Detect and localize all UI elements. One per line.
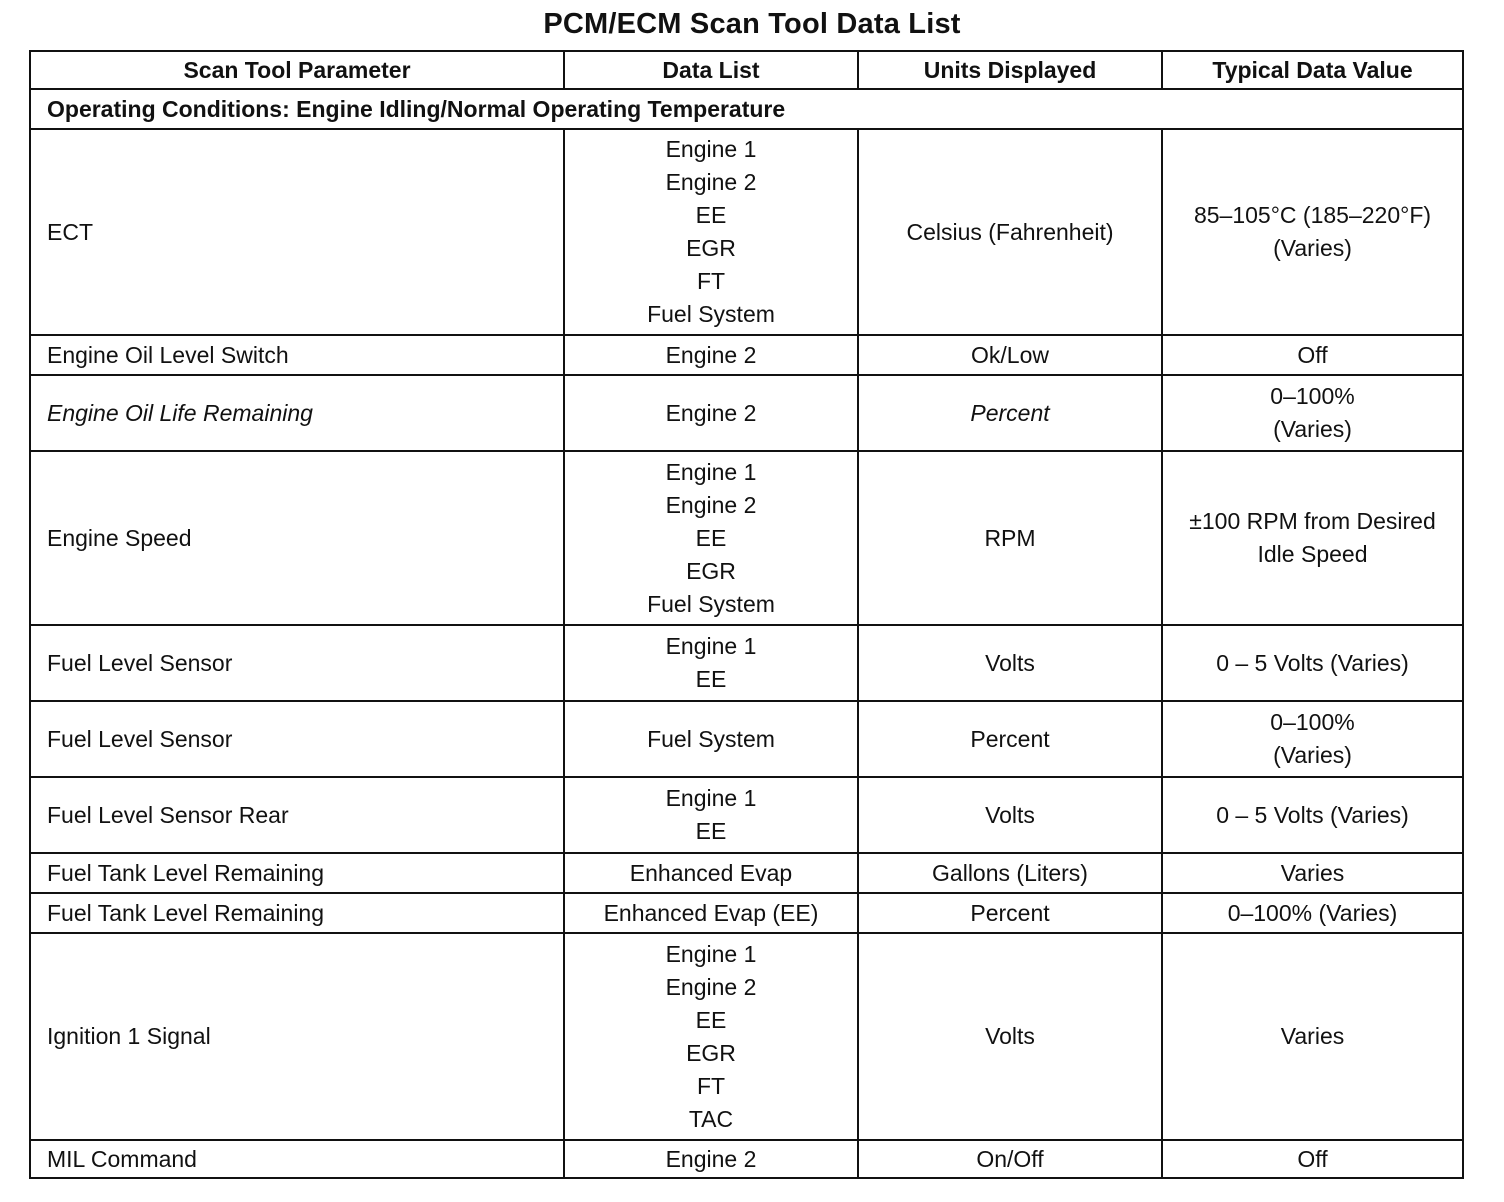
parameter-cell: Ignition 1 Signal bbox=[30, 933, 564, 1140]
typical-value-line: (Varies) bbox=[1273, 742, 1352, 768]
typical-value-line: 0–100% (Varies) bbox=[1227, 899, 1398, 926]
typical-value-line: ±100 RPM from Desired bbox=[1189, 508, 1436, 534]
units-cell: Percent bbox=[858, 893, 1162, 933]
units-cell: Percent bbox=[858, 701, 1162, 777]
header-row bbox=[30, 51, 1463, 89]
operating-conditions: Operating Conditions: Engine Idling/Normal Operating Temperature bbox=[30, 89, 1463, 129]
parameter-cell: Fuel Tank Level Remaining bbox=[30, 893, 564, 933]
typical-value-line: (Varies) bbox=[1273, 416, 1352, 442]
typical-value-cell bbox=[1162, 375, 1463, 451]
typical-value-cell bbox=[1162, 129, 1463, 335]
data-list-cell bbox=[564, 1140, 858, 1178]
data-list-item: EE bbox=[695, 818, 727, 844]
parameter-cell: Fuel Level Sensor Rear bbox=[30, 777, 564, 853]
units-cell: Percent bbox=[858, 375, 1162, 451]
typical-value-cell bbox=[1162, 853, 1463, 893]
data-list-item: Engine 2 bbox=[665, 1145, 757, 1172]
typical-value-line: Off bbox=[1297, 1145, 1328, 1172]
data-list-cell bbox=[564, 451, 858, 625]
data-list-cell bbox=[564, 701, 858, 777]
data-list-item: Engine 1 bbox=[665, 785, 757, 811]
parameter-cell: MIL Command bbox=[30, 1140, 564, 1178]
data-list-item: EE bbox=[695, 666, 727, 692]
typical-value-line: Idle Speed bbox=[1257, 541, 1368, 567]
typical-value-cell bbox=[1162, 335, 1463, 375]
data-list-cell bbox=[564, 335, 858, 375]
data-list-item: EE bbox=[695, 1006, 727, 1033]
parameter-cell: Engine Oil Life Remaining bbox=[30, 375, 564, 451]
data-list-item: Fuel System bbox=[647, 301, 775, 327]
typical-value-cell bbox=[1162, 451, 1463, 625]
table-row bbox=[30, 933, 1463, 1140]
table-row bbox=[30, 129, 1463, 335]
data-list-cell bbox=[564, 853, 858, 893]
data-list-item: Enhanced Evap (EE) bbox=[603, 899, 819, 926]
table-row bbox=[30, 893, 1463, 933]
units-cell: Celsius (Fahrenheit) bbox=[858, 129, 1162, 335]
data-list-cell bbox=[564, 933, 858, 1140]
table-row bbox=[30, 625, 1463, 701]
parameter-cell: Engine Speed bbox=[30, 451, 564, 625]
data-list-item: Fuel System bbox=[647, 590, 775, 617]
table-row bbox=[30, 853, 1463, 893]
units-cell: Volts bbox=[858, 933, 1162, 1140]
parameter-cell: Engine Oil Level Switch bbox=[30, 335, 564, 375]
typical-value-cell bbox=[1162, 701, 1463, 777]
typical-value-line: Off bbox=[1297, 341, 1328, 368]
data-list-item: Engine 2 bbox=[665, 491, 757, 518]
typical-value-line: 85–105°C (185–220°F) bbox=[1193, 202, 1432, 228]
data-list-item: Fuel System bbox=[647, 725, 775, 752]
typical-value-cell bbox=[1162, 893, 1463, 933]
data-list-item: Engine 2 bbox=[665, 973, 757, 1000]
data-list-item: FT bbox=[696, 268, 726, 294]
header-units: Units Displayed bbox=[858, 51, 1162, 89]
data-list-item: Engine 1 bbox=[665, 136, 757, 162]
table-row bbox=[30, 777, 1463, 853]
data-list-item: Enhanced Evap bbox=[629, 859, 793, 886]
data-list-item: Engine 2 bbox=[665, 169, 757, 195]
data-list-item: Engine 1 bbox=[665, 940, 757, 967]
data-list-cell bbox=[564, 129, 858, 335]
typical-value-line: Varies bbox=[1280, 1023, 1345, 1049]
parameter-cell: ECT bbox=[30, 129, 564, 335]
table-row bbox=[30, 701, 1463, 777]
typical-value-line: 0–100% bbox=[1270, 383, 1355, 409]
units-cell: Volts bbox=[858, 777, 1162, 853]
table-row bbox=[30, 451, 1463, 625]
units-cell: On/Off bbox=[858, 1140, 1162, 1178]
data-list-item: EGR bbox=[686, 557, 736, 584]
data-list-cell bbox=[564, 893, 858, 933]
scan-tool-data-table bbox=[29, 50, 1464, 1179]
units-cell: RPM bbox=[858, 451, 1162, 625]
typical-value-cell bbox=[1162, 777, 1463, 853]
data-list-cell bbox=[564, 375, 858, 451]
typical-value-line: (Varies) bbox=[1273, 235, 1352, 261]
table-row bbox=[30, 335, 1463, 375]
typical-value-cell bbox=[1162, 933, 1463, 1140]
parameter-cell: Fuel Level Sensor bbox=[30, 625, 564, 701]
header-data-list: Data List bbox=[564, 51, 858, 89]
parameter-cell: Fuel Tank Level Remaining bbox=[30, 853, 564, 893]
page-title: PCM/ECM Scan Tool Data List bbox=[543, 8, 961, 40]
data-list-item: EGR bbox=[686, 1039, 736, 1066]
data-list-item: TAC bbox=[688, 1105, 734, 1132]
table-row bbox=[30, 1140, 1463, 1178]
units-cell: Ok/Low bbox=[858, 335, 1162, 375]
typical-value-cell bbox=[1162, 625, 1463, 701]
data-list-item: EGR bbox=[686, 235, 736, 261]
table-row bbox=[30, 375, 1463, 451]
parameter-cell: Fuel Level Sensor bbox=[30, 701, 564, 777]
header-typical-value: Typical Data Value bbox=[1162, 51, 1463, 89]
units-cell: Volts bbox=[858, 625, 1162, 701]
data-list-item: EE bbox=[695, 202, 727, 228]
typical-value-line: 0 – 5 Volts (Varies) bbox=[1216, 801, 1409, 828]
typical-value-cell bbox=[1162, 1140, 1463, 1178]
operating-conditions-row bbox=[30, 89, 1463, 129]
data-list-item: EE bbox=[695, 524, 727, 551]
units-cell: Gallons (Liters) bbox=[858, 853, 1162, 893]
data-list-item: Engine 2 bbox=[665, 341, 757, 368]
typical-value-line: 0 – 5 Volts (Varies) bbox=[1216, 649, 1409, 676]
typical-value-line: Varies bbox=[1280, 859, 1345, 886]
data-list-item: FT bbox=[696, 1072, 726, 1099]
header-parameter: Scan Tool Parameter bbox=[30, 51, 564, 89]
data-list-cell bbox=[564, 625, 858, 701]
data-list-item: Engine 1 bbox=[665, 633, 757, 659]
data-list-item: Engine 2 bbox=[665, 399, 757, 426]
data-list-item: Engine 1 bbox=[665, 458, 757, 485]
data-list-cell bbox=[564, 777, 858, 853]
typical-value-line: 0–100% bbox=[1270, 709, 1355, 735]
